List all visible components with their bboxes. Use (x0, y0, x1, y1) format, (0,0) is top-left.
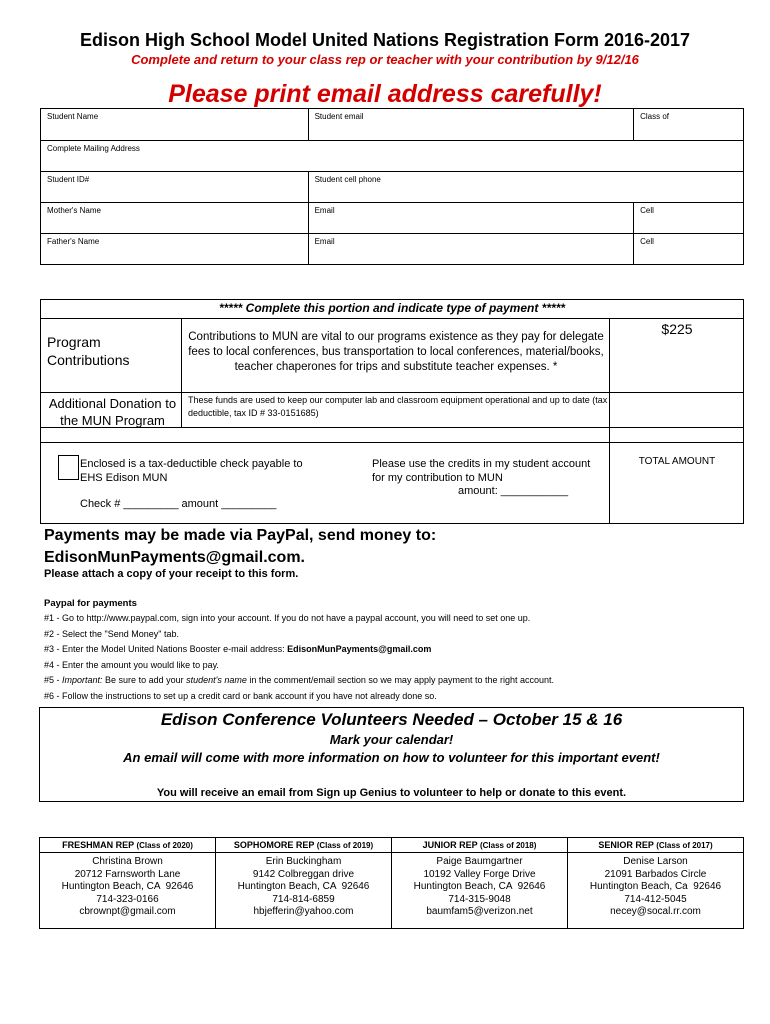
paypal-step-4: #4 - Enter the amount you would like to pay. (44, 659, 219, 670)
rep-junior-city: Huntington Beach, CA 92646 (413, 881, 546, 892)
rep-junior-phone: 714-315-9048 (448, 893, 511, 905)
rep-freshman-email[interactable]: cbrownpt@gmail.com (79, 906, 176, 917)
rep-freshman-city: Huntington Beach, CA 92646 (61, 881, 194, 892)
paypal-step-5 (44, 673, 744, 689)
check-number-amount-line: Check # _________ amount _________ (80, 498, 277, 510)
form-subtitle: Complete and return to your class rep or teacher with your contribution by 9/12/16 (131, 52, 639, 67)
student-id-label: Student ID# (47, 175, 90, 184)
rep-senior-street: 21091 Barbados Circle (604, 868, 707, 880)
rep-senior-title (568, 838, 743, 853)
mailing-address-label: Complete Mailing Address (47, 144, 140, 153)
paypal-steps (44, 611, 744, 705)
rep-senior-city: Huntington Beach, Ca 92646 (589, 881, 722, 892)
rep-junior-title (392, 838, 567, 853)
step5-student-name: student's name (186, 675, 247, 686)
rep-junior-email[interactable]: baumfam5@verizon.net (426, 906, 533, 917)
class-of-field[interactable] (634, 109, 744, 141)
rep-senior-title-text: SENIOR REP (598, 840, 654, 850)
rep-senior-class: (Class of 2017) (656, 841, 713, 850)
mothers-name-field[interactable] (41, 203, 309, 234)
father-cell-field[interactable] (634, 234, 744, 265)
paypal-booster-email: EdisonMunPayments@gmail.com (287, 644, 432, 655)
rep-senior (568, 838, 744, 929)
program-contributions-label: Program Contributions (47, 334, 130, 368)
rep-sophomore-title (216, 838, 391, 853)
rep-sophomore-email[interactable]: hbjefferin@yahoo.com (253, 906, 354, 917)
father-cell-label: Cell (640, 237, 654, 246)
rep-freshman-title-text: FRESHMAN REP (62, 840, 134, 850)
paypal-step-3 (44, 642, 744, 658)
program-amount: $225 (661, 321, 693, 337)
paypal-heading-line1: Payments may be made via PayPal, send money to: (44, 527, 437, 544)
rep-junior-class: (Class of 2018) (479, 841, 537, 850)
step5-mid: Be sure to add your (102, 675, 187, 686)
paypal-email-heading: EdisonMunPayments@gmail.com. (44, 549, 305, 566)
check-payment-text: Enclosed is a tax-deductible check payable to EHS Edison MUN (80, 458, 303, 484)
student-cell-label: Student cell phone (314, 175, 381, 184)
rep-sophomore-city: Huntington Beach, CA 92646 (237, 881, 370, 892)
form-title: Edison High School Model United Nations Registration Form 2016-2017 (79, 30, 691, 50)
total-amount-label: TOTAL AMOUNT (638, 456, 716, 467)
mother-cell-label: Cell (640, 206, 654, 215)
rep-sophomore-street: 9142 Colbreggan drive (252, 868, 355, 880)
rep-freshman-class: (Class of 2020) (136, 841, 193, 850)
attach-receipt-note: Please attach a copy of your receipt to this form. (44, 568, 299, 580)
step5-important: Important: (62, 675, 103, 686)
rep-freshman-title (40, 838, 215, 853)
rep-senior-email[interactable]: necey@socal.rr.com (610, 906, 701, 917)
additional-donation-text: These funds are used to keep our computer lab and classroom equipment operational and up to date (tax deductible, tax ID # 33-0151685) (188, 395, 608, 418)
step3-text: #3 - Enter the Model United Nations Booster e-mail address: (44, 644, 288, 655)
step5-prefix: #5 - (44, 675, 63, 686)
volunteers-title: Edison Conference Volunteers Needed – October 15 & 16 (160, 710, 623, 729)
student-credits-text: Please use the credits in my student account for my contribution to MUN (372, 458, 591, 484)
rep-sophomore-title-text: SOPHOMORE REP (233, 840, 315, 850)
mothers-name-label: Mother's Name (47, 206, 101, 215)
additional-donation-label: Additional Donation to the MUN Program (48, 396, 177, 428)
student-name-label: Student Name (47, 112, 99, 121)
payment-heading: ***** Complete this portion and indicate type of payment ***** (218, 301, 566, 315)
rep-freshman-phone: 714-323-0166 (96, 893, 159, 905)
check-checkbox[interactable] (58, 455, 79, 480)
rep-freshman-street: 20712 Farnsworth Lane (74, 868, 181, 880)
paypal-step-2: #2 - Select the "Send Money" tab. (44, 628, 179, 639)
father-email-field[interactable] (308, 234, 634, 265)
rep-junior-street: 10192 Valley Forge Drive (423, 868, 536, 880)
rep-junior-title-text: JUNIOR REP (422, 840, 478, 850)
mother-email-field[interactable] (308, 203, 634, 234)
paypal-step-1: #1 - Go to http://www.paypal.com, sign into your account. If you do not have a paypal account, you will need to set one up. (44, 613, 531, 623)
paypal-heading (44, 525, 724, 569)
student-email-field[interactable] (308, 109, 634, 141)
volunteers-signup-note: You will receive an email from Sign up Genius to volunteer to help or donate to this event. (156, 787, 627, 799)
student-credits-amount: amount: ___________ (458, 485, 569, 497)
rep-freshman (40, 838, 216, 929)
student-id-field[interactable] (41, 172, 309, 203)
rep-sophomore (216, 838, 392, 929)
mailing-address-field[interactable] (41, 141, 744, 172)
class-of-label: Class of (640, 112, 669, 121)
rep-junior (392, 838, 568, 929)
student-name-field[interactable] (41, 109, 309, 141)
rep-sophomore-name: Erin Buckingham (265, 856, 342, 867)
volunteers-email-note: An email will come with more information on how to volunteer for this important event! (123, 750, 660, 765)
rep-senior-name: Denise Larson (623, 856, 688, 867)
volunteers-calendar-note: Mark your calendar! (329, 732, 454, 747)
father-email-label: Email (314, 237, 335, 246)
rep-sophomore-class: (Class of 2019) (316, 841, 374, 850)
student-info-table (40, 108, 744, 265)
class-reps-table (39, 837, 744, 929)
step5-suffix: in the comment/email section so we may apply payment to the right account. (246, 675, 555, 686)
rep-senior-phone: 714-412-5045 (624, 893, 687, 905)
fathers-name-field[interactable] (41, 234, 309, 265)
fathers-name-label: Father's Name (47, 237, 100, 246)
rep-freshman-name: Christina Brown (92, 856, 163, 867)
print-warning: Please print email address carefully! (168, 80, 602, 108)
student-email-label: Student email (314, 112, 364, 121)
mother-cell-field[interactable] (634, 203, 744, 234)
program-contributions-text: Contributions to MUN are vital to our programs existence as they pay for delegate fees to local conferences, bus transportation to local conferences, material/books, teacher chaperones for trips and substitute teacher expenses. * (188, 331, 604, 373)
rep-junior-name: Paige Baumgartner (436, 856, 523, 867)
student-cell-field[interactable] (308, 172, 743, 203)
mother-email-label: Email (314, 206, 335, 215)
rep-sophomore-phone: 714-814-6859 (272, 893, 335, 905)
paypal-subheading: Paypal for payments (44, 598, 137, 609)
paypal-step-6: #6 - Follow the instructions to set up a credit card or bank account if you have not already done so. (44, 690, 437, 701)
